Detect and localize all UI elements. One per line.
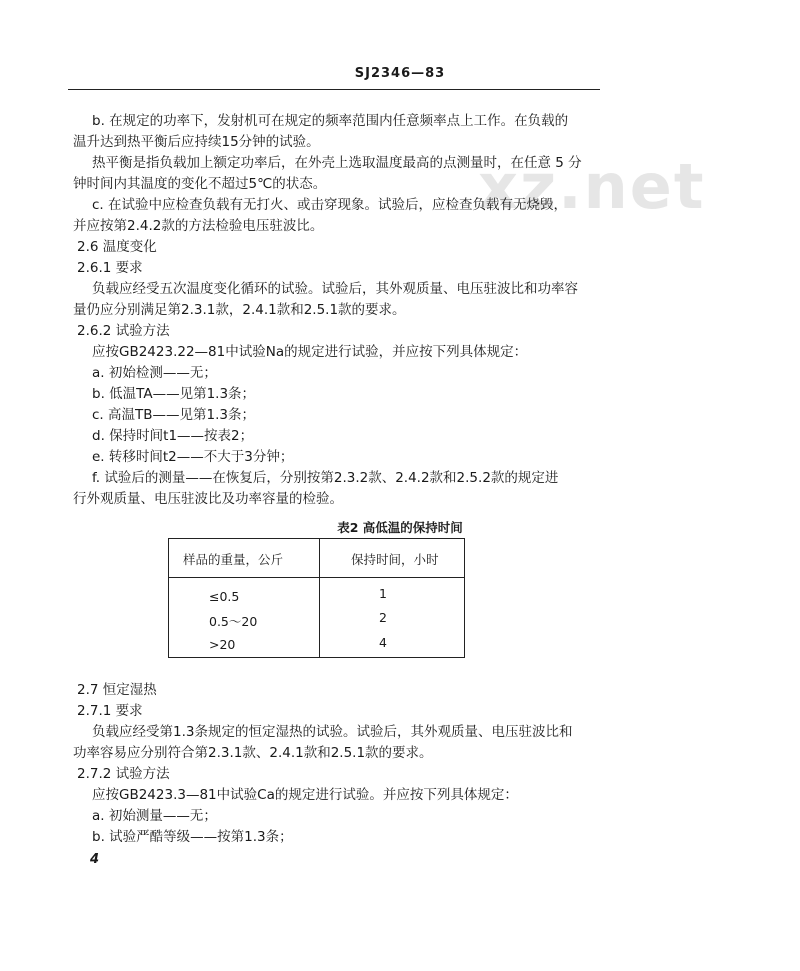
list-item: a. 初始测量——无； xyxy=(92,808,217,824)
paragraph-line: b. 在规定的功率下，发射机可在规定的频率范围内任意频率点上工作。在负载的 xyxy=(92,113,569,129)
table-header-cell: 保持时间，小时 xyxy=(351,552,439,567)
section-heading: 2.6 温度变化 xyxy=(77,239,157,255)
section-heading: 2.7 恒定湿热 xyxy=(77,682,157,698)
paragraph-line: 负载应经受五次温度变化循环的试验。试验后，其外观质量、电压驻波比和功率容 xyxy=(92,281,578,297)
list-item: c. 高温TB——见第1.3条； xyxy=(92,407,255,423)
list-item: b. 低温TA——见第1.3条； xyxy=(92,386,256,402)
table-cell: ≤0.5 xyxy=(209,589,240,604)
page-number: 4 xyxy=(90,852,100,867)
paragraph-line: 应按GB2423.3—81中试验Ca的规定进行试验。并应按下列具体规定： xyxy=(92,787,518,803)
paragraph-line: 量仍应分别满足第2.3.1款，2.4.1款和2.5.1款的要求。 xyxy=(73,302,406,318)
table-cell: 4 xyxy=(379,635,387,650)
table-column-divider xyxy=(319,539,320,657)
paragraph-line: 温升达到热平衡后应持续15分钟的试验。 xyxy=(73,134,320,150)
paragraph-line: 行外观质量、电压驻波比及功率容量的检验。 xyxy=(73,491,343,507)
list-item: a. 初始检测——无； xyxy=(92,365,217,381)
paragraph-line: 功率容易应分别符合第2.3.1款、2.4.1款和2.5.1款的要求。 xyxy=(73,745,433,761)
paragraph-line: 钟时间内其温度的变化不超过5℃的状态。 xyxy=(73,176,327,192)
paragraph-line: 负载应经受第1.3条规定的恒定湿热的试验。试验后，其外观质量、电压驻波比和 xyxy=(92,724,573,740)
table-cell: >20 xyxy=(209,637,236,652)
paragraph-line: 应按GB2423.22—81中试验Na的规定进行试验，并应按下列具体规定： xyxy=(92,344,528,360)
subsection-heading: 2.6.1 要求 xyxy=(77,260,143,276)
subsection-heading: 2.7.1 要求 xyxy=(77,703,143,719)
table-cell: 1 xyxy=(379,586,387,601)
paragraph-line: c. 在试验中应检查负载有无打火、或击穿现象。试验后，应检查负载有无烧毁， xyxy=(92,197,568,213)
watermark: xz.net xyxy=(478,150,706,223)
table-cell: 2 xyxy=(379,610,387,625)
list-item: b. 试验严酷等级——按第1.3条； xyxy=(92,829,293,845)
table-header-cell: 样品的重量，公斤 xyxy=(183,552,284,567)
list-item: e. 转移时间t2——不大于3分钟； xyxy=(92,449,294,465)
subsection-heading: 2.7.2 试验方法 xyxy=(77,766,170,782)
table-header-divider xyxy=(169,577,464,578)
list-item: d. 保持时间t1——按表2； xyxy=(92,428,254,444)
paragraph-line: 热平衡是指负载加上额定功率后，在外壳上选取温度最高的点测量时，在任意 5 分 xyxy=(92,155,582,171)
holding-time-table xyxy=(168,538,465,658)
header-rule xyxy=(68,89,600,90)
table-title: 表2 高低温的保持时间 xyxy=(337,520,463,535)
list-item: f. 试验后的测量——在恢复后，分别按第2.3.2款、2.4.2款和2.5.2款的规定进 xyxy=(92,470,559,486)
paragraph-line: 并应按第2.4.2款的方法检验电压驻波比。 xyxy=(73,218,324,234)
subsection-heading: 2.6.2 试验方法 xyxy=(77,323,170,339)
table-cell: 0.5～20 xyxy=(209,614,258,629)
document-code: SJ2346—83 xyxy=(354,66,446,81)
